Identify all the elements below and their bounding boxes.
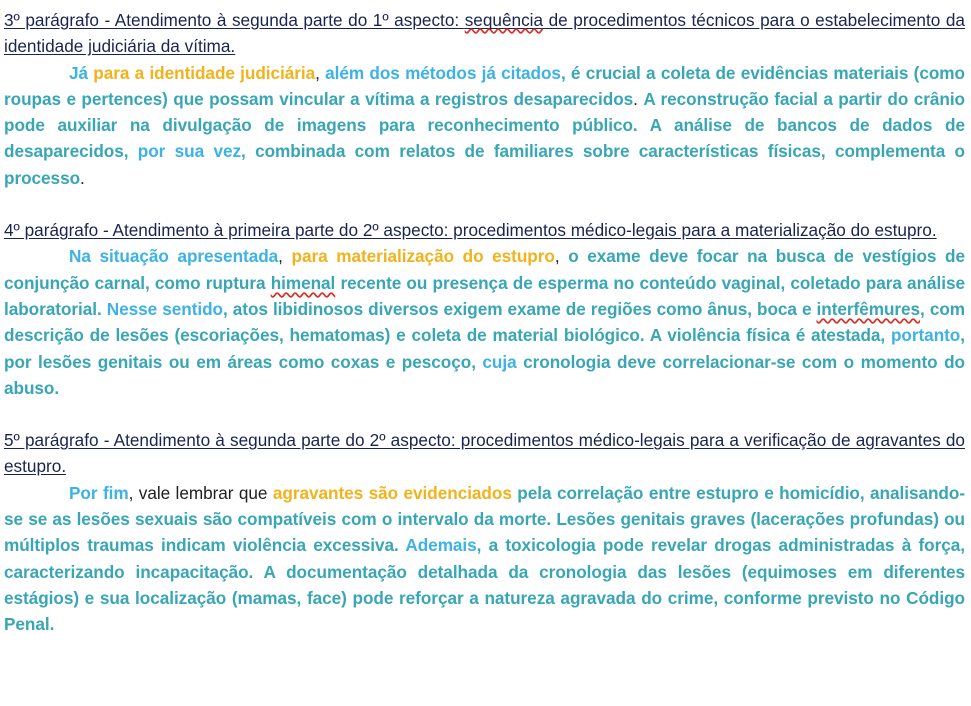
connector-text: além dos métodos já citados xyxy=(325,62,561,83)
body-text: , por lesões genitais ou em áreas como coxas e pescoço, xyxy=(4,325,965,372)
connector-text: Nesse sentido xyxy=(106,298,223,319)
theme-text: agravantes são evidenciados xyxy=(272,482,512,503)
paragraph-4-heading: 4º parágrafo - Atendimento à primeira parte do 2º aspecto: procedimentos médico-legais para a materialização do estupro. xyxy=(4,220,937,241)
theme-text: para materialização do estupro xyxy=(291,246,555,267)
body-text: , com descrição de lesões (escoriações, hematomas) e coleta de material biológico. A violência física é atestada, xyxy=(4,298,966,346)
connector-text: Na situação apresentada xyxy=(69,246,279,267)
connector-text: Por fim xyxy=(69,482,129,503)
spellcheck-word[interactable]: sequência xyxy=(464,10,544,30)
punctuation: , xyxy=(278,246,292,267)
paragraph-5-body xyxy=(4,480,965,638)
connector-text: portanto xyxy=(890,325,961,346)
plain-text: , vale lembrar que xyxy=(128,482,273,503)
connector-text: Já xyxy=(69,62,94,83)
punctuation: . xyxy=(633,88,644,109)
paragraph-3 xyxy=(4,7,965,191)
body-text: , combinada com relatos de familiares sobre características físicas, complementa o processo xyxy=(4,141,966,188)
paragraph-3-body xyxy=(4,60,965,191)
spellcheck-word[interactable]: interfêmures xyxy=(816,298,921,319)
body-text: o exame deve focar na busca de vestígios de conjunção carnal, como ruptura xyxy=(4,246,966,293)
body-text: , atos libidinosos diversos exigem exame de regiões como ânus, boca e xyxy=(223,298,817,319)
body-text: recente ou presença de esperma no conteúdo vaginal, coletado para análise laboratorial. xyxy=(4,272,965,319)
paragraph-4 xyxy=(4,217,965,401)
paragraph-4-body xyxy=(4,243,965,401)
punctuation: . xyxy=(80,167,85,188)
body-text: , é crucial a coleta de evidências materiais (como roupas e pertences) que possam vincular a vítima a registros desaparecidos xyxy=(4,62,965,109)
body-text: , a toxicologia pode revelar drogas administradas à força, caracterizando incapacitação. A documentação detalhada da cronologia das lesões (equimoses em diferentes estágios) e sua localização (mamas, face) pode reforçar a natureza agravada do crime, conforme previsto no Código Penal. xyxy=(4,535,965,635)
connector-text: por sua vez xyxy=(137,141,242,162)
body-text: A reconstrução facial a partir do crânio pode auxiliar na divulgação de imagens para reconhecimento público. A análise de bancos de dados de desaparecidos, xyxy=(4,88,965,162)
spellcheck-word[interactable]: himenal xyxy=(270,272,336,293)
body-text: cronologia deve correlacionar-se com o momento do abuso. xyxy=(4,351,965,398)
punctuation: , xyxy=(554,246,569,267)
heading-text: 3º parágrafo - Atendimento à segunda parte do 1º aspecto: xyxy=(4,10,465,30)
paragraph-3-heading xyxy=(4,7,965,60)
paragraph-5 xyxy=(4,427,965,637)
theme-text: para a identidade judiciária xyxy=(93,62,316,83)
connector-text: Ademais xyxy=(405,535,477,556)
heading-text: de procedimentos técnicos para o estabelecimento da identidade judiciária da vítima. xyxy=(4,10,965,57)
punctuation: , xyxy=(315,62,326,83)
body-text: pela correlação entre estupro e homicídio, analisando-se se as lesões sexuais são compatíveis com o intervalo da morte. Lesões genitais graves (lacerações profundas) ou múltiplos traumas indicam violência excessiva. xyxy=(4,482,965,556)
connector-text: cuja xyxy=(482,351,517,372)
paragraph-5-heading: 5º parágrafo - Atendimento à segunda parte do 2º aspecto: procedimentos médico-legais para a verificação de agravantes do estupro. xyxy=(4,430,965,477)
